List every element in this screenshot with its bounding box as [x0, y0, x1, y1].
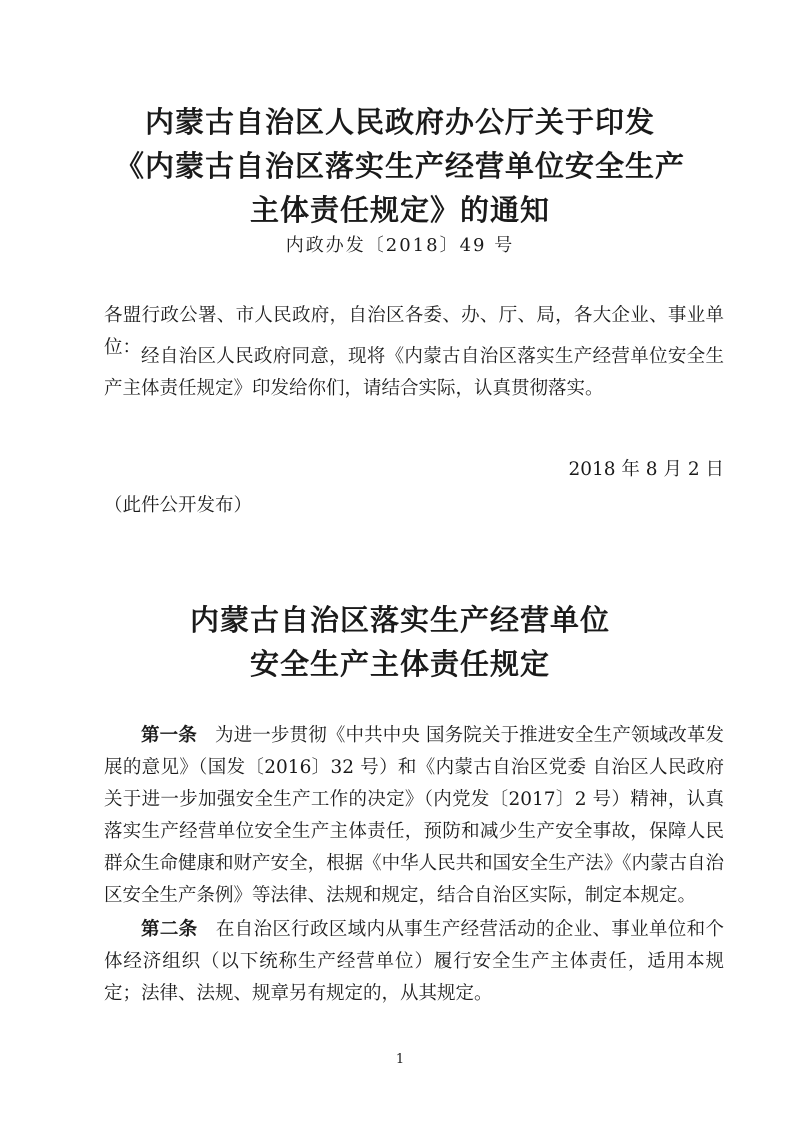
document-number: 内政办发〔2018〕49 号 — [285, 235, 515, 256]
notice-body: 经自治区人民政府同意，现将《内蒙古自治区落实生产经营单位安全生产主体责任规定》印发给你们，请结合实际，认真贯彻落实。 — [104, 346, 724, 399]
notice-title-line: 内蒙古自治区人民政府办公厅关于印发 — [144, 105, 655, 139]
article-label: 第二条 — [141, 919, 198, 940]
regulation-title-line: 内蒙古自治区落实生产经营单位 — [189, 603, 610, 637]
notice-title — [0, 100, 800, 232]
notice-title-line: 主体责任规定》的通知 — [249, 193, 550, 227]
publish-note: （此件公开发布） — [104, 495, 253, 516]
page-number: 1 — [395, 1052, 405, 1067]
regulation-title-line: 安全生产主体责任规定 — [249, 647, 550, 681]
article-1 — [104, 720, 724, 912]
article-text: 在自治区行政区域内从事生产经营活动的企业、事业单位和个体经济组织（以下统称生产经营单位）履行安全生产主体责任，适用本规定；法律、法规、规章另有规定的，从其规定。 — [104, 919, 724, 1004]
article-label: 第一条 — [141, 725, 197, 746]
article-text: 为进一步贯彻《中共中央 国务院关于推进安全生产领域改革发展的意见》（国发〔2016〕32 号）和《内蒙古自治区党委 自治区人民政府关于进一步加强安全生产工作的决定》（内党发〔2017〕2 号）精神，认真落实生产经营单位安全生产主体责任，预防和减少生产安全事故，保障人民群众生命健康和财产安全，根据《中华人民共和国安全生产法》《内蒙古自治区安全生产条例》等法律、法规和规定，结合自治区实际，制定本规定。 — [104, 725, 724, 906]
notice-title-line: 《内蒙古自治区落实生产经营单位安全生产 — [114, 149, 685, 183]
regulation-title — [0, 598, 800, 686]
issue-date: 2018 年 8 月 2 日 — [568, 459, 724, 480]
addressee: 各盟行政公署、市人民政府，自治区各委、办、厅、局，各大企业、事业单位： — [104, 305, 724, 358]
article-2 — [104, 914, 724, 1010]
